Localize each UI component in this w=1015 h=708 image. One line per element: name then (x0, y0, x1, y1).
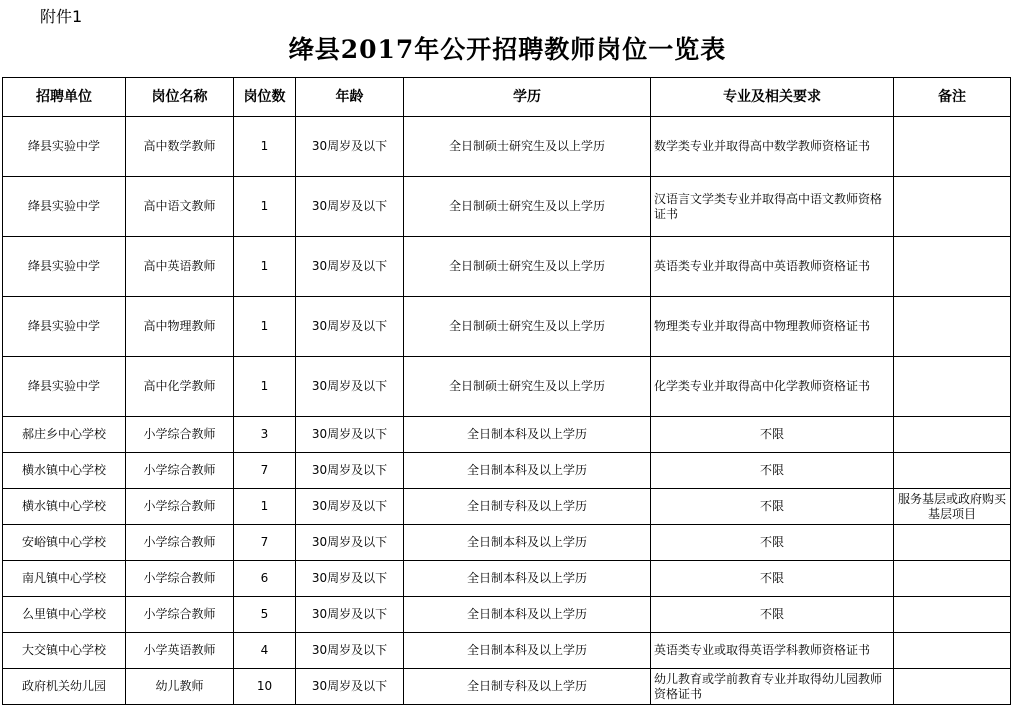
cell-requirement: 英语类专业或取得英语学科教师资格证书 (651, 633, 894, 669)
page-title: 绛县2017年公开招聘教师岗位一览表 (288, 35, 727, 64)
table-row (3, 117, 1011, 177)
cell-unit: 南凡镇中心学校 (3, 561, 126, 597)
table-row (3, 177, 1011, 237)
header-education: 学历 (404, 78, 651, 117)
cell-age: 30周岁及以下 (296, 417, 404, 453)
cell-position: 小学综合教师 (126, 561, 234, 597)
cell-age: 30周岁及以下 (296, 297, 404, 357)
cell-count: 1 (234, 117, 296, 177)
cell-unit: 绛县实验中学 (3, 237, 126, 297)
table-row (3, 297, 1011, 357)
table-row (3, 357, 1011, 417)
cell-education: 全日制硕士研究生及以上学历 (404, 177, 651, 237)
cell-education: 全日制本科及以上学历 (404, 597, 651, 633)
cell-requirement: 不限 (651, 525, 894, 561)
table-row (3, 237, 1011, 297)
cell-position: 高中英语教师 (126, 237, 234, 297)
cell-unit: 郝庄乡中心学校 (3, 417, 126, 453)
cell-requirement: 不限 (651, 561, 894, 597)
table-row (3, 633, 1011, 669)
cell-education: 全日制本科及以上学历 (404, 561, 651, 597)
cell-note (894, 357, 1011, 417)
cell-count: 3 (234, 417, 296, 453)
header-requirement: 专业及相关要求 (651, 78, 894, 117)
cell-age: 30周岁及以下 (296, 597, 404, 633)
cell-note: 服务基层或政府购买基层项目 (894, 489, 1011, 525)
cell-note (894, 669, 1011, 705)
cell-education: 全日制硕士研究生及以上学历 (404, 117, 651, 177)
cell-requirement: 不限 (651, 417, 894, 453)
cell-requirement: 不限 (651, 597, 894, 633)
cell-unit: 绛县实验中学 (3, 177, 126, 237)
cell-count: 7 (234, 453, 296, 489)
cell-education: 全日制本科及以上学历 (404, 417, 651, 453)
cell-age: 30周岁及以下 (296, 669, 404, 705)
cell-age: 30周岁及以下 (296, 633, 404, 669)
cell-count: 4 (234, 633, 296, 669)
table-row (3, 417, 1011, 453)
cell-position: 小学英语教师 (126, 633, 234, 669)
cell-unit: 横水镇中心学校 (3, 489, 126, 525)
table-row (3, 453, 1011, 489)
cell-education: 全日制本科及以上学历 (404, 453, 651, 489)
cell-note (894, 117, 1011, 177)
cell-position: 高中语文教师 (126, 177, 234, 237)
cell-count: 1 (234, 297, 296, 357)
cell-age: 30周岁及以下 (296, 489, 404, 525)
header-position: 岗位名称 (126, 78, 234, 117)
cell-position: 高中化学教师 (126, 357, 234, 417)
table-row (3, 561, 1011, 597)
cell-note (894, 597, 1011, 633)
cell-requirement: 数学类专业并取得高中数学教师资格证书 (651, 117, 894, 177)
cell-age: 30周岁及以下 (296, 453, 404, 489)
positions-table (2, 77, 1011, 705)
cell-requirement: 汉语言文学类专业并取得高中语文教师资格证书 (651, 177, 894, 237)
cell-requirement: 不限 (651, 453, 894, 489)
header-age: 年龄 (296, 78, 404, 117)
cell-requirement: 幼儿教育或学前教育专业并取得幼儿园教师资格证书 (651, 669, 894, 705)
cell-unit: 绛县实验中学 (3, 357, 126, 417)
cell-age: 30周岁及以下 (296, 357, 404, 417)
cell-requirement: 化学类专业并取得高中化学教师资格证书 (651, 357, 894, 417)
cell-count: 1 (234, 177, 296, 237)
header-unit: 招聘单位 (3, 78, 126, 117)
cell-education: 全日制硕士研究生及以上学历 (404, 297, 651, 357)
cell-unit: 绛县实验中学 (3, 297, 126, 357)
table-header-row (3, 78, 1011, 117)
cell-age: 30周岁及以下 (296, 177, 404, 237)
cell-note (894, 525, 1011, 561)
cell-count: 1 (234, 489, 296, 525)
cell-education: 全日制本科及以上学历 (404, 633, 651, 669)
cell-note (894, 633, 1011, 669)
cell-education: 全日制硕士研究生及以上学历 (404, 237, 651, 297)
cell-age: 30周岁及以下 (296, 525, 404, 561)
cell-education: 全日制硕士研究生及以上学历 (404, 357, 651, 417)
cell-education: 全日制本科及以上学历 (404, 525, 651, 561)
cell-position: 高中物理教师 (126, 297, 234, 357)
cell-requirement: 物理类专业并取得高中物理教师资格证书 (651, 297, 894, 357)
cell-requirement: 不限 (651, 489, 894, 525)
cell-education: 全日制专科及以上学历 (404, 669, 651, 705)
cell-age: 30周岁及以下 (296, 117, 404, 177)
cell-count: 1 (234, 357, 296, 417)
cell-position: 高中数学教师 (126, 117, 234, 177)
cell-requirement: 英语类专业并取得高中英语教师资格证书 (651, 237, 894, 297)
cell-unit: 政府机关幼儿园 (3, 669, 126, 705)
table-row (3, 669, 1011, 705)
cell-position: 小学综合教师 (126, 453, 234, 489)
cell-age: 30周岁及以下 (296, 237, 404, 297)
table-row (3, 525, 1011, 561)
cell-position: 小学综合教师 (126, 489, 234, 525)
cell-note (894, 561, 1011, 597)
cell-unit: 安峪镇中心学校 (3, 525, 126, 561)
cell-note (894, 237, 1011, 297)
cell-count: 5 (234, 597, 296, 633)
cell-position: 小学综合教师 (126, 417, 234, 453)
cell-count: 7 (234, 525, 296, 561)
cell-position: 小学综合教师 (126, 597, 234, 633)
header-note: 备注 (894, 78, 1011, 117)
cell-count: 1 (234, 237, 296, 297)
cell-count: 6 (234, 561, 296, 597)
cell-count: 10 (234, 669, 296, 705)
cell-unit: 绛县实验中学 (3, 117, 126, 177)
cell-note (894, 177, 1011, 237)
cell-note (894, 297, 1011, 357)
attachment-label: 附件1 (40, 7, 83, 26)
cell-age: 30周岁及以下 (296, 561, 404, 597)
cell-unit: 么里镇中心学校 (3, 597, 126, 633)
table-row (3, 597, 1011, 633)
table-row (3, 489, 1011, 525)
cell-position: 小学综合教师 (126, 525, 234, 561)
cell-note (894, 453, 1011, 489)
cell-unit: 横水镇中心学校 (3, 453, 126, 489)
cell-unit: 大交镇中心学校 (3, 633, 126, 669)
cell-note (894, 417, 1011, 453)
cell-education: 全日制专科及以上学历 (404, 489, 651, 525)
header-count: 岗位数 (234, 78, 296, 117)
cell-position: 幼儿教师 (126, 669, 234, 705)
